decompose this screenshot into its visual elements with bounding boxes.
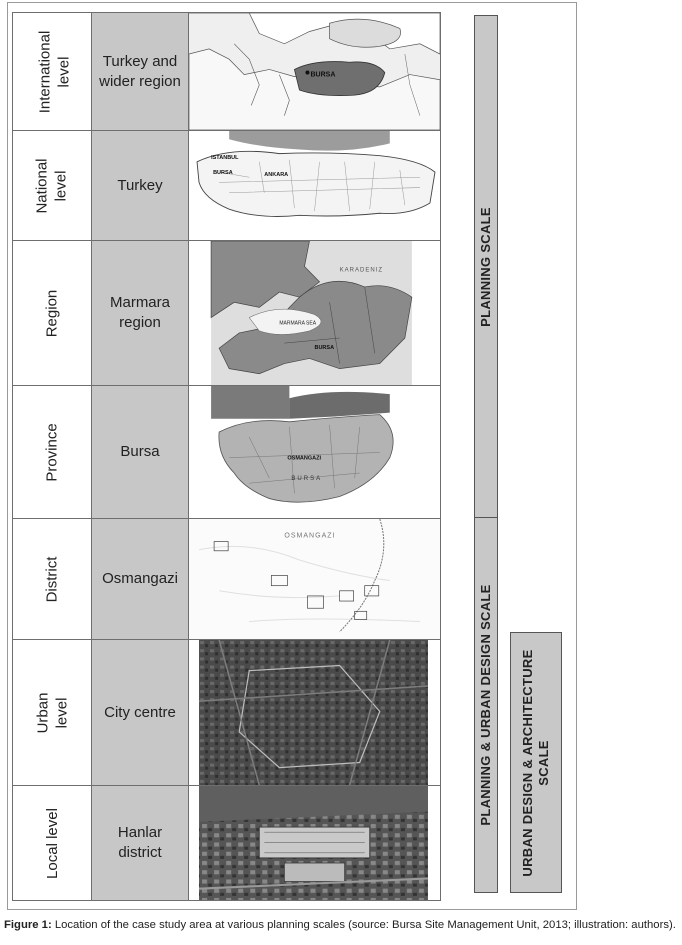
map-label: ISTANBUL [211, 154, 239, 161]
name-line: district [118, 844, 162, 861]
level-line: International [36, 30, 54, 113]
map-label: BURSA [213, 170, 233, 177]
local-aerial-photo [189, 786, 440, 900]
map-national [189, 131, 441, 241]
row-district [13, 519, 441, 640]
map-urban [189, 640, 441, 786]
region-map [189, 241, 440, 385]
scale-label-line: SCALE [536, 739, 551, 786]
level-international [13, 13, 92, 131]
scale-label-line: URBAN DESIGN & ARCHITECTURE [520, 648, 535, 877]
name-line: Turkey and [102, 52, 178, 70]
name-province [92, 386, 189, 519]
row-urban [13, 640, 441, 786]
level-region [13, 241, 92, 386]
row-province [13, 386, 441, 519]
international-map [189, 13, 440, 130]
name-district [92, 519, 189, 640]
level-line: level [52, 697, 70, 728]
map-province [189, 386, 441, 519]
map-district [189, 519, 441, 640]
planning-urban-design-scale-bar [474, 517, 498, 893]
name-line: Hanlar [117, 824, 163, 841]
name-local [92, 786, 189, 901]
name-line: Osmangazi [102, 570, 178, 587]
name-line: region [119, 314, 161, 331]
province-map [189, 386, 440, 518]
caption-label: Figure 1: [4, 919, 52, 931]
map-label: OSMANGAZI [287, 455, 322, 462]
level-line: level [52, 170, 70, 201]
map-region [189, 241, 441, 386]
level-line: Urban [33, 692, 51, 733]
name-international [92, 13, 189, 131]
district-map [189, 519, 440, 639]
scales-table [12, 12, 441, 901]
map-label: BURSA [314, 345, 335, 352]
level-line: District [43, 556, 61, 602]
name-region [92, 241, 189, 386]
level-urban [13, 640, 92, 786]
name-line: Bursa [120, 443, 160, 460]
level-local [13, 786, 92, 901]
figure-caption [4, 918, 680, 932]
level-line: National [33, 157, 51, 214]
map-label: BURSA [310, 70, 336, 79]
planning-scale-bar [474, 15, 498, 519]
level-national [13, 131, 92, 241]
level-district [13, 519, 92, 640]
name-line: City centre [104, 703, 176, 721]
level-province [13, 386, 92, 519]
planning-scale-label: PLANNING SCALE [478, 207, 493, 327]
caption-text: Location of the case study area at various planning scales (source: Bursa Site Management Unit, 2013; illustration: authors). [51, 919, 676, 931]
level-line: Region [43, 289, 61, 337]
urban-aerial-photo [189, 640, 440, 785]
map-label: BURSA [291, 475, 323, 483]
level-line: Local level [43, 807, 61, 879]
level-line: Province [43, 422, 61, 482]
name-line: Marmara [109, 294, 170, 311]
row-international [13, 13, 441, 131]
map-international [189, 13, 441, 131]
planning-urban-design-scale-label: PLANNING & URBAN DESIGN SCALE [478, 584, 493, 826]
row-local [13, 786, 441, 901]
urban-design-architecture-scale-label [520, 649, 552, 876]
name-national [92, 131, 189, 241]
row-national [13, 131, 441, 241]
name-line: wider region [99, 72, 181, 90]
map-label: MARMARA SEA [279, 320, 317, 327]
map-label: OSMANGAZI [284, 531, 336, 540]
level-line: level [55, 56, 73, 87]
map-local [189, 786, 441, 901]
map-label: ANKARA [264, 172, 289, 179]
name-urban [92, 640, 189, 786]
map-label: KARADENIZ [339, 267, 384, 274]
national-map [189, 131, 440, 240]
urban-design-architecture-scale-bar [510, 632, 562, 893]
name-line: Turkey [117, 176, 163, 194]
row-region [13, 241, 441, 386]
